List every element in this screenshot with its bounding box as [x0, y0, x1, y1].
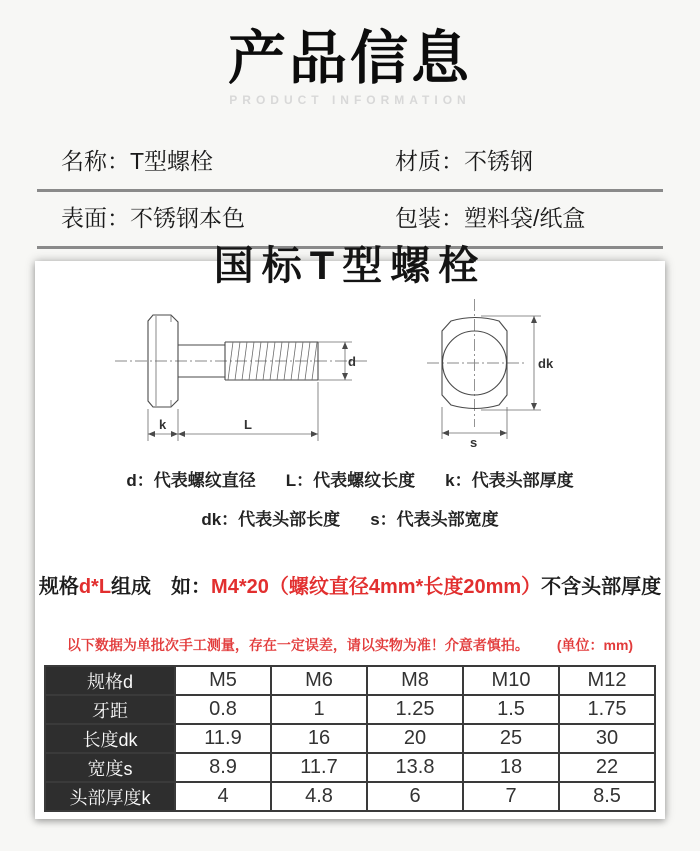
table-cell: 25	[463, 724, 559, 753]
spec-part-2: d*L	[78, 576, 112, 598]
surface-value: 不锈钢本色	[130, 205, 245, 231]
table-row	[45, 666, 655, 695]
table-cell: 7	[463, 782, 559, 811]
dim-label-k: k	[159, 417, 167, 432]
table-cell: M5	[175, 666, 271, 695]
legend-d: d：代表螺纹直径	[126, 471, 256, 490]
dim-label-dk: dk	[538, 356, 554, 371]
row-header: 宽度s	[45, 753, 175, 782]
spec-part-5: 不含头部厚度	[541, 576, 662, 598]
table-cell: 4	[175, 782, 271, 811]
table-row	[45, 724, 655, 753]
bolt-diagram	[35, 281, 665, 453]
dimension-table	[44, 665, 656, 812]
table-cell: M8	[367, 666, 463, 695]
table-cell: 13.8	[367, 753, 463, 782]
product-info-section	[37, 135, 663, 249]
page-title: 产品信息	[227, 26, 472, 91]
legend-dk: dk：代表头部长度	[201, 510, 341, 529]
packaging-value: 塑料袋/纸盒	[464, 205, 586, 231]
table-cell: 22	[559, 753, 655, 782]
legend-k: k：代表头部厚度	[445, 471, 574, 490]
table-cell: M10	[463, 666, 559, 695]
unit-note: (单位：mm)	[556, 637, 634, 653]
product-material	[395, 148, 663, 175]
row-header: 头部厚度k	[45, 782, 175, 811]
table-cell: 8.9	[175, 753, 271, 782]
legend-line-1	[35, 469, 665, 492]
table-cell: 18	[463, 753, 559, 782]
table-cell: M12	[559, 666, 655, 695]
cropped-heading: 国标T型螺栓	[213, 244, 487, 288]
table-cell: 1	[271, 695, 367, 724]
table-cell: 30	[559, 724, 655, 753]
bolt-side-view	[115, 315, 367, 441]
product-packaging	[395, 205, 663, 232]
table-cell: 1.25	[367, 695, 463, 724]
measurement-disclaimer	[35, 635, 665, 655]
table-cell: M6	[271, 666, 367, 695]
name-value: T型螺栓	[130, 148, 214, 174]
table-cell: 16	[271, 724, 367, 753]
disclaimer-text: 以下数据为单批次手工测量，存在一定误差，请以实物为准！介意者慎拍。	[66, 637, 529, 653]
legend-L: L：代表螺纹长度	[285, 471, 416, 490]
table-cell: 20	[367, 724, 463, 753]
surface-label: 表面：	[61, 205, 130, 231]
table-row	[45, 782, 655, 811]
spec-format-line	[35, 573, 665, 601]
name-label: 名称：	[61, 148, 130, 174]
table-cell: 1.5	[463, 695, 559, 724]
table-row	[45, 695, 655, 724]
row-header: 牙距	[45, 695, 175, 724]
table-cell: 11.9	[175, 724, 271, 753]
table-cell: 6	[367, 782, 463, 811]
row-header: 长度dk	[45, 724, 175, 753]
packaging-label: 包装：	[395, 205, 464, 231]
info-row-1	[37, 135, 663, 189]
legend-s: s：代表头部宽度	[370, 510, 499, 529]
bolt-end-view	[427, 299, 554, 450]
table-cell: 8.5	[559, 782, 655, 811]
table-row	[45, 753, 655, 782]
dim-label-L: L	[244, 417, 252, 432]
row-header: 规格d	[45, 666, 175, 695]
spec-part-1: 规格	[38, 576, 79, 598]
material-value: 不锈钢	[464, 148, 533, 174]
product-name	[37, 148, 395, 175]
table-cell: 11.7	[271, 753, 367, 782]
spec-part-4: M4*20（螺纹直径4mm*长度20mm）	[211, 576, 542, 598]
size-chart-card	[35, 244, 665, 819]
dim-label-d: d	[348, 354, 356, 369]
header	[0, 0, 700, 109]
table-cell: 1.75	[559, 695, 655, 724]
page-subtitle: PRODUCT INFORMATION	[229, 93, 471, 107]
material-label: 材质：	[395, 148, 464, 174]
legend-line-2	[35, 508, 665, 531]
table-cell: 0.8	[175, 695, 271, 724]
dim-label-s: s	[470, 435, 478, 450]
table-cell: 4.8	[271, 782, 367, 811]
spec-part-3: 组成 如：	[111, 576, 212, 598]
product-surface	[37, 205, 395, 232]
